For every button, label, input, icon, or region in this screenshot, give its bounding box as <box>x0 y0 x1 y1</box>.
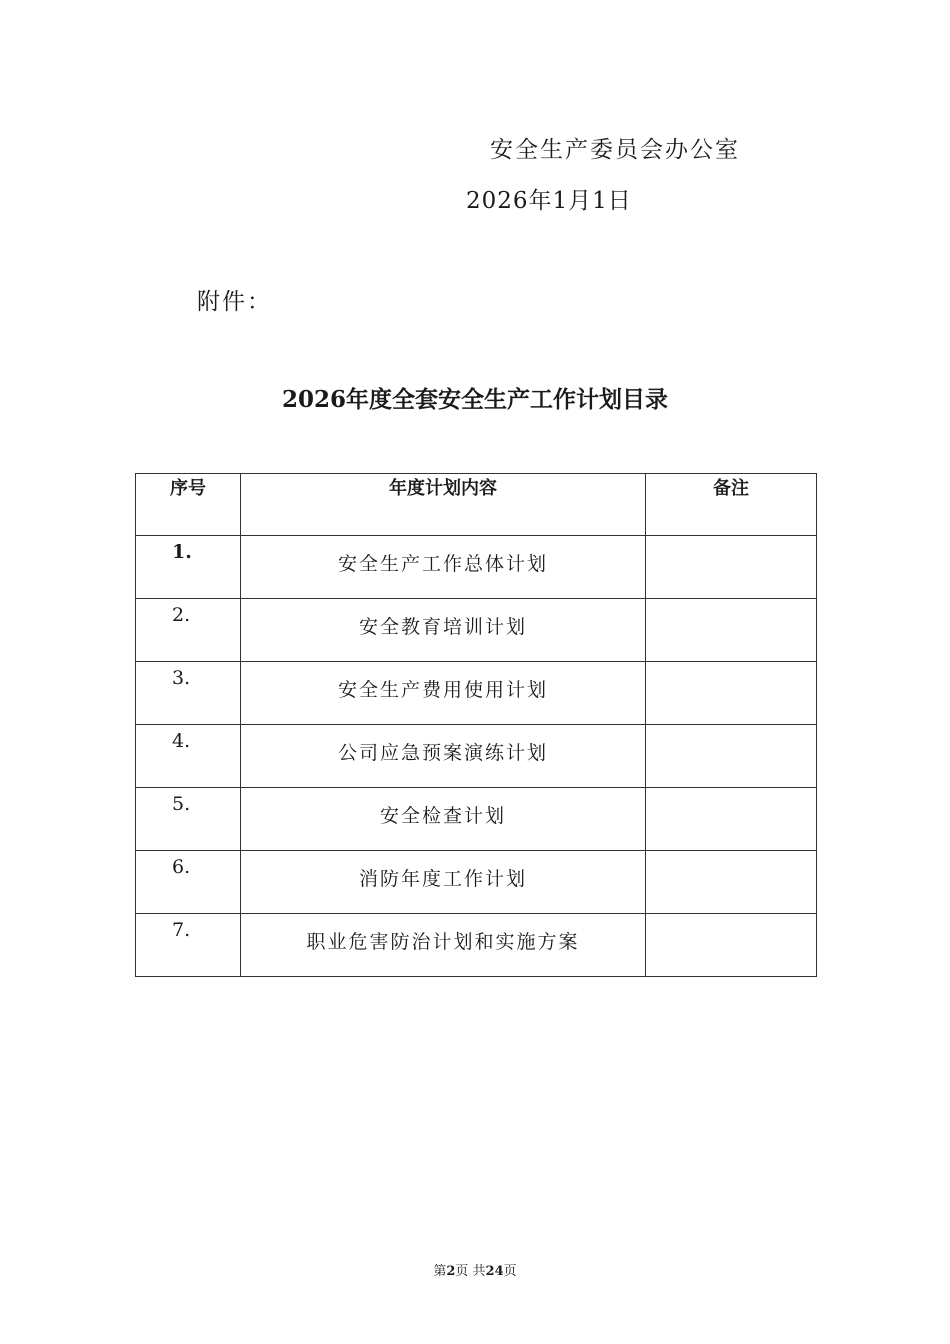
header-index: 序号 <box>136 474 241 536</box>
row-index: 3. <box>136 662 241 725</box>
row-content: 安全教育培训计划 <box>241 599 646 662</box>
row-note <box>646 536 817 599</box>
row-content: 安全生产工作总体计划 <box>241 536 646 599</box>
table-row <box>136 662 817 725</box>
attachment-label: 附件： <box>197 289 272 315</box>
row-index: 7. <box>136 914 241 977</box>
row-content: 消防年度工作计划 <box>241 851 646 914</box>
header-content: 年度计划内容 <box>241 474 646 536</box>
footer-middle: 页 共 <box>455 1264 486 1279</box>
document-title: 2026年度全套安全生产工作计划目录 <box>281 386 668 413</box>
table-row <box>136 914 817 977</box>
row-content: 职业危害防治计划和实施方案 <box>241 914 646 977</box>
row-note <box>646 851 817 914</box>
footer-suffix: 页 <box>503 1264 517 1279</box>
page-footer <box>0 1260 950 1279</box>
footer-total-pages: 24 <box>485 1264 504 1279</box>
row-note <box>646 725 817 788</box>
row-content: 公司应急预案演练计划 <box>241 725 646 788</box>
row-index: 5. <box>136 788 241 851</box>
row-note <box>646 599 817 662</box>
signature-date: 2026年1月1日 <box>466 188 632 214</box>
table-row <box>136 725 817 788</box>
signature-organization: 安全生产委员会办公室 <box>490 137 740 163</box>
table-row <box>136 536 817 599</box>
plan-table <box>135 473 817 977</box>
row-note <box>646 788 817 851</box>
header-note: 备注 <box>646 474 817 536</box>
row-index: 4. <box>136 725 241 788</box>
table-row <box>136 851 817 914</box>
table-row <box>136 599 817 662</box>
row-index: 6. <box>136 851 241 914</box>
row-content: 安全生产费用使用计划 <box>241 662 646 725</box>
table-row <box>136 788 817 851</box>
table-header-row <box>136 474 817 536</box>
footer-current-page: 2 <box>446 1264 456 1279</box>
row-index: 2. <box>136 599 241 662</box>
row-note <box>646 914 817 977</box>
row-note <box>646 662 817 725</box>
row-content: 安全检查计划 <box>241 788 646 851</box>
footer-prefix: 第 <box>433 1264 447 1279</box>
row-index: 1. <box>136 536 241 599</box>
